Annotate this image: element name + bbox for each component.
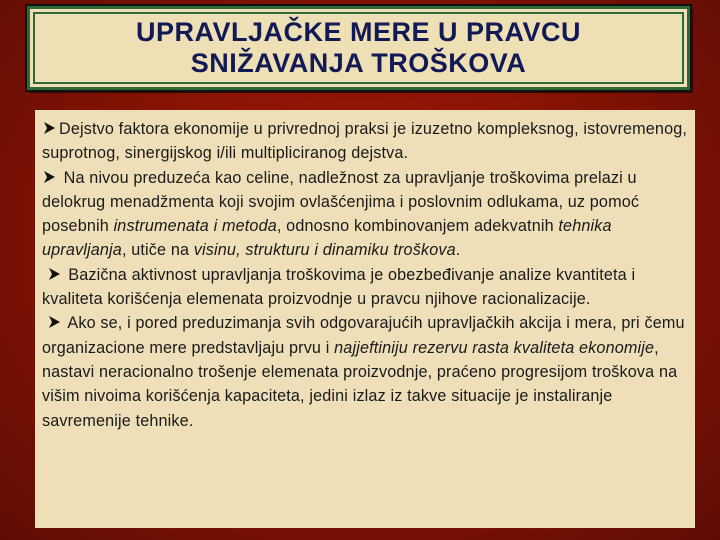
slide-title: UPRAVLJAČKE MERE U PRAVCU SNIŽAVANJA TROŠKOVA [135,17,582,78]
bullet-paragraph-1 [42,117,689,166]
bullet-text-italic: visinu, strukturu i dinamiku troškova [193,241,456,260]
bullet-text-italic: instrumenata i metoda [113,217,277,236]
bullet-paragraph-3 [42,263,689,312]
bullet-paragraph-4 [42,311,689,432]
arrow-right-icon [47,315,61,329]
bullet-text-italic: tehnika upravljanja [42,217,612,260]
arrow-right-icon [47,267,61,281]
bullet-text-segment: , utiče na [121,241,194,260]
bullet-text-segment: , odnosno kombinovanjem adekvatnih [276,217,559,236]
bullet-paragraph-2 [42,166,689,263]
bullet-text-segment: . [455,241,461,260]
bullet-text-segment: Bazična aktivnost upravljanja troškovima je obezbeđivanje analize kvantiteta i kvaliteta korišćenja elemenata proizvodnje u pravcu njihove racionalizacije. [42,265,636,309]
content-panel [35,110,695,528]
bullet-text-segment: Ako se, i pored preduzimanja svih odgovarajućih upravljačkih akcija i mera, pri čemu organizacione mere predstavljaju prvu i [42,314,685,357]
arrow-right-icon [42,170,56,184]
bullet-text-italic: najjeftiniju rezervu rasta kvaliteta ekonomije [334,338,655,357]
bullet-text-segment: Dejstvo faktora ekonomije u privrednoj praksi je izuzetno kompleksnog, istovremenog, suprotnog, sinergijskog i/ili multipliciranog dejstva. [42,120,688,163]
bullet-text-segment: , nastavi neracionalno trošenje elemenata proizvodnje, praćeno progresijom troškova na višim nivoima korišćenja kapaciteta, jedini izlaz iz takve situacije je instaliranje savremenije tehnike. [42,338,678,430]
title-box [27,6,690,90]
arrow-right-icon [42,121,56,135]
bullet-text-segment: Na nivou preduzeća kao celine, nadležnost za upravljanje troškovima prelazi u delokrug menadžmenta koji svojim ovlašćenjima i poslovnim odlukama, uz pomoć posebnih [42,168,640,236]
